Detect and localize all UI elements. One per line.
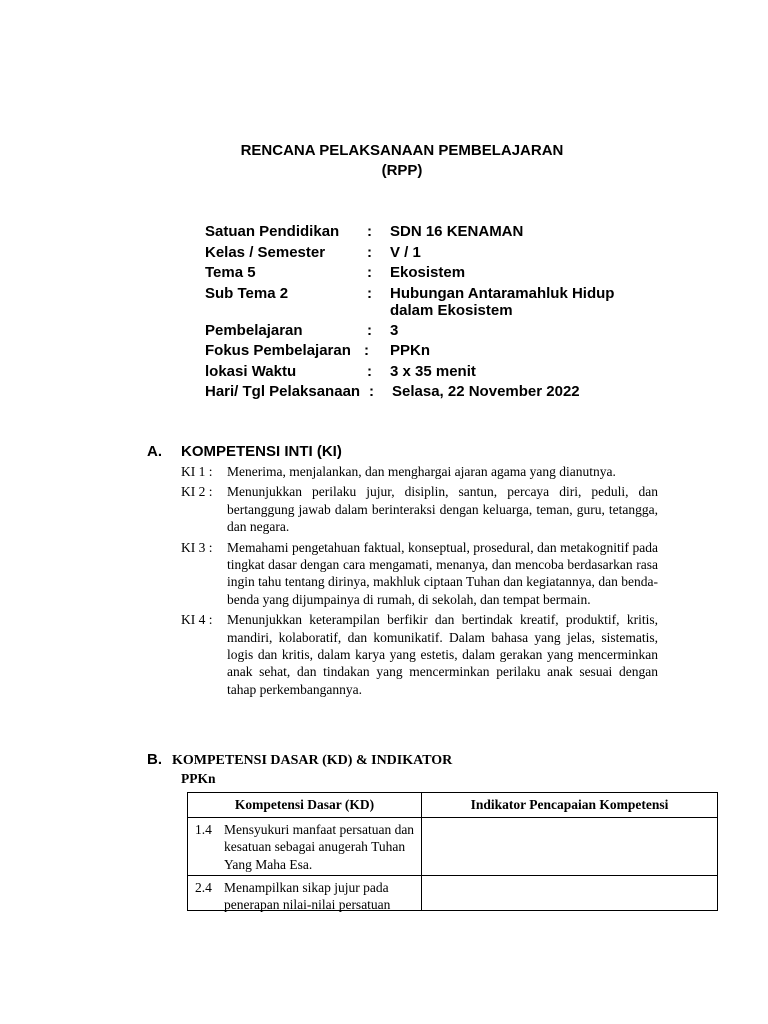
info-colon: :: [367, 264, 372, 281]
info-value: 3 x 35 menit: [390, 362, 476, 380]
info-colon: :: [369, 383, 374, 400]
ki-code: KI 1 :: [181, 464, 213, 479]
info-label: Hari/ Tgl Pelaksanaan: [205, 383, 361, 400]
indicator-cell: [422, 876, 718, 911]
ki-code: KI 2 :: [181, 484, 213, 500]
info-value: Hubungan Antaramahluk Hidup dalam Ekosistem: [390, 284, 615, 319]
column-header: Kompetensi Dasar (KD): [188, 793, 422, 818]
info-colon: :: [364, 342, 369, 359]
section-letter: A.: [147, 443, 162, 460]
indicator-cell: [422, 818, 718, 876]
info-label: Sub Tema 2: [205, 284, 289, 302]
table-row: [188, 876, 718, 911]
column-header: Indikator Pencapaian Kompetensi: [422, 793, 718, 818]
kd-text: Menampilkan sikap jujur pada penerapan nilai-nilai persatuan: [224, 880, 391, 913]
info-label: Fokus Pembelajaran: [205, 342, 351, 359]
ki-text: Memahami pengetahuan faktual, konseptual, prosedural, dan metakognitif pada tingkat dasar dengan cara mengamati, menanya, dan mencoba berdasarkan rasa ingin tahu tentang dirinya, makhluk ciptaan Tuhan dan kegiatannya, dan benda-benda yang dijumpainya di rumah, di sekolah, dan tempat bermain.: [227, 539, 658, 607]
info-colon: :: [367, 284, 372, 302]
table-header-row: [188, 793, 718, 818]
info-label: Satuan Pendidikan: [205, 223, 340, 240]
info-colon: :: [367, 223, 372, 240]
section-title: KOMPETENSI DASAR (KD) & INDIKATOR: [172, 753, 453, 768]
ki-text: Menerima, menjalankan, dan menghargai ajaran agama yang dianutnya.: [227, 464, 616, 479]
kd-cell: [188, 876, 422, 911]
kd-table: [187, 792, 718, 911]
section-b-heading: [147, 751, 452, 769]
info-label: Pembelajaran: [205, 321, 303, 339]
section-title: KOMPETENSI INTI (KI): [181, 443, 342, 460]
section-letter: B.: [147, 751, 162, 768]
ki-list: [181, 463, 658, 701]
info-value: V / 1: [390, 243, 421, 261]
info-value: PPKn: [390, 342, 431, 359]
kd-text: Mensyukuri manfaat persatuan dan kesatuan sebagai anugerah Tuhan Yang Maha Esa.: [224, 822, 415, 872]
ki-code: KI 4 :: [181, 612, 213, 628]
subject-label: PPKn: [181, 771, 216, 786]
info-value: Selasa, 22 November 2022: [392, 383, 580, 400]
info-value: SDN 16 KENAMAN: [390, 223, 524, 240]
info-label: lokasi Waktu: [205, 362, 297, 380]
info-label: Kelas / Semester: [205, 243, 326, 261]
kd-number: 1.4: [195, 822, 212, 837]
kd-number: 2.4: [195, 880, 212, 895]
ki-text: Menunjukkan keterampilan berfikir dan bertindak kreatif, produktif, kritis, mandiri, kolaboratif, dan komunikatif. Dalam bahasa yang jelas, sistematis, logis dan kritis, dalam karya yang estetis, dalam gerakan yang mencerminkan anak sehat, dan tindakan yang mencerminkan perilaku anak sesuai dengan tahap perkembangannya.: [227, 612, 658, 697]
kd-cell: [188, 818, 422, 876]
title-line-1: RENCANA PELAKSANAAN PEMBELAJARAN: [240, 142, 564, 159]
section-a-heading: [147, 443, 342, 460]
info-colon: :: [367, 321, 372, 339]
info-colon: :: [367, 243, 372, 261]
list-item: [181, 483, 658, 535]
ki-code: KI 3 :: [181, 539, 213, 555]
ki-text: Menunjukkan perilaku jujur, disiplin, santun, percaya diri, peduli, dan bertanggung jawab dalam berinteraksi dengan keluarga, teman, guru, tetangga, dan negara.: [227, 484, 658, 535]
title-line-2: (RPP): [381, 162, 423, 179]
list-item: [181, 539, 658, 609]
info-colon: :: [367, 362, 372, 380]
info-label: Tema 5: [205, 264, 256, 281]
table-row: [188, 818, 718, 876]
info-value: Ekosistem: [390, 264, 466, 281]
list-item: [181, 611, 658, 698]
document-title: [0, 141, 768, 181]
list-item: [181, 463, 658, 480]
info-value: 3: [390, 321, 399, 339]
